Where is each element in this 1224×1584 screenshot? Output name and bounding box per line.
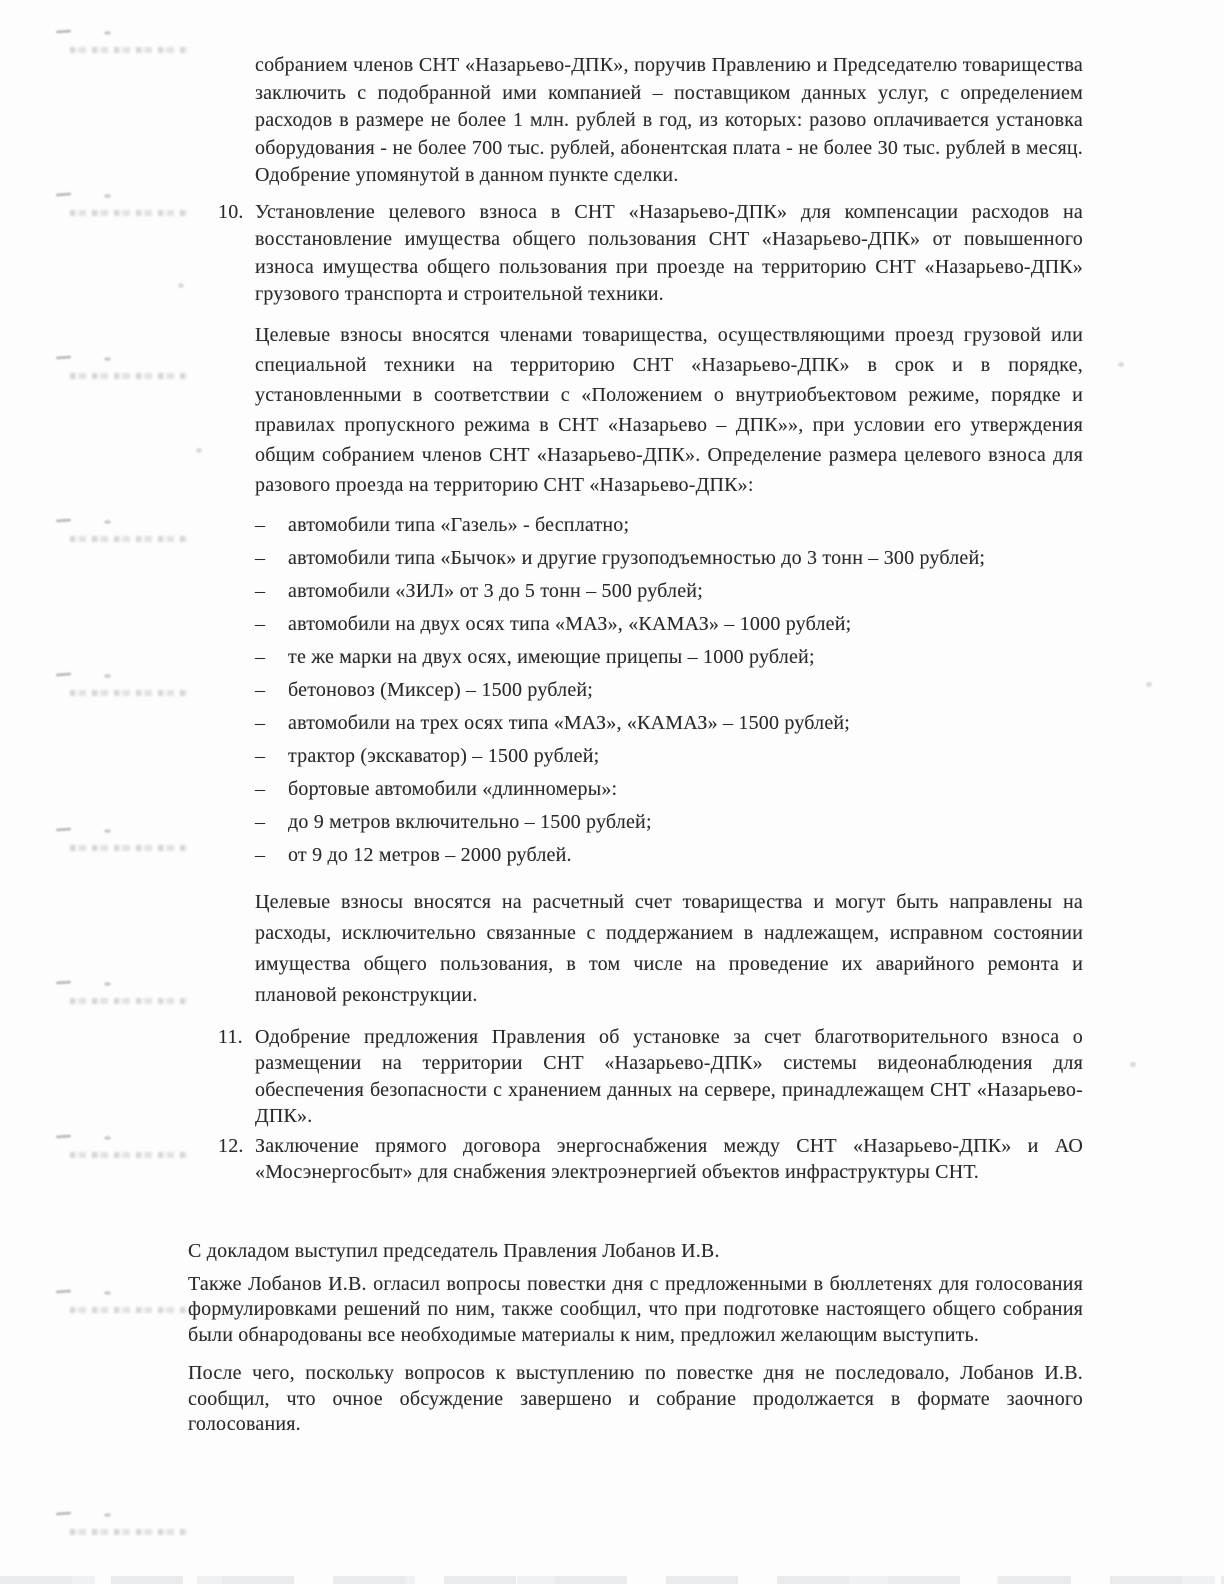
list-item-text: автомобили «ЗИЛ» от 3 до 5 тонн – 500 рублей;: [288, 579, 703, 602]
paragraph-agenda-announcement: Также Лобанов И.В. огласил вопросы повестки дня с предложенными в бюллетенях для голосования формулировками решений по ним, также сообщил, что при подготовке настоящего общего собрания были обнародованы все необходимые материалы к ним, предложил желающим выступить.: [188, 1272, 1083, 1346]
item-text: Установление целевого взноса в СНТ «Назарьево-ДПК» для компенсации расходов на восстановление имущества общего пользования СНТ «Назарьево-ДПК» от повышенного износа имущества общего пользования при проезде на территорию СНТ «Назарьево-ДПК» грузового транспорта и строительной техники.: [255, 200, 1083, 305]
list-item: [255, 515, 1083, 536]
list-item: [255, 614, 1083, 635]
item-text: Заключение прямого договора энергоснабжения между СНТ «Назарьево-ДПК» и АО «Мосэнергосбыт» для снабжения электроэнергией объектов инфраструктуры СНТ.: [255, 1134, 1083, 1183]
list-item: [255, 713, 1083, 734]
list-item: [255, 812, 1083, 833]
list-item: [255, 746, 1083, 767]
list-item-text: те же марки на двух осях, имеющие прицепы – 1000 рублей;: [288, 645, 815, 668]
dash-bullet: –: [255, 810, 266, 833]
list-item-text: автомобили на трех осях типа «МАЗ», «КАМАЗ» – 1500 рублей;: [288, 711, 851, 734]
list-item-text: от 9 до 12 метров – 2000 рублей.: [288, 843, 572, 866]
dash-bullet: –: [255, 645, 266, 668]
dash-bullet: –: [255, 579, 266, 602]
dash-bullet: –: [255, 777, 266, 800]
list-item: [255, 581, 1083, 602]
scan-edge-line: [0, 1576, 1224, 1584]
dash-bullet: –: [255, 612, 266, 635]
dash-bullet: –: [255, 678, 266, 701]
list-item: [255, 845, 1083, 866]
item-number: 10.: [218, 200, 244, 223]
dash-bullet: –: [255, 744, 266, 767]
item-text: Одобрение предложения Правления об установке за счет благотворительного взноса о размещении на территории СНТ «Назарьево-ДПК» системы видеонаблюдения для обеспечения безопасности с хранением данных на сервере, принадлежащем СНТ «Назарьево-ДПК».: [255, 1025, 1083, 1127]
paragraph-service-contract: собранием членов СНТ «Назарьево-ДПК», поручив Правлению и Председателю товарищества заключить с подобранной ими компанией – поставщиком данных услуг, с определением расходов в размере не более 1 млн. рублей в год, из которых: разово оплачивается установка оборудования - не более 700 тыс. рублей, абонентская плата - не более 30 тыс. рублей в месяц. Одобрение упомянутой в данном пункте сделки.: [255, 54, 1083, 186]
item-number: 11.: [218, 1025, 243, 1048]
paragraph-meeting-continuation: После чего, поскольку вопросов к выступлению по повестке дня не последовало, Лобанов И.В. сообщил, что очное обсуждение завершено и собрание продолжается в формате заочного голосования.: [188, 1362, 1083, 1435]
list-item-text: трактор (экскаватор) – 1500 рублей;: [288, 744, 600, 767]
paragraph-target-fee-usage: Целевые взносы вносятся на расчетный счет товарищества и могут быть направлены на расходы, исключительно связанные с поддержанием в надлежащем, исправном состоянии имущества общего пользования, в том числе на проведение их аварийного ремонта и плановой реконструкции.: [255, 890, 1083, 1006]
paragraph-target-fee-intro: Целевые взносы вносятся членами товарищества, осуществляющими проезд грузовой или специальной техники на территорию СНТ «Назарьево-ДПК» в срок и в порядке, установленными в соответствии с «Положением о внутриобъектовом режиме, порядке и правилах пропускного режима в СНТ «Назарьево – ДПК»», при условии его утверждения общим собранием членов СНТ «Назарьево-ДПК». Определение размера целевого взноса для разового проезда на территорию СНТ «Назарьево-ДПК»:: [255, 323, 1083, 496]
list-item: [255, 647, 1083, 668]
dash-bullet: –: [255, 513, 266, 536]
list-item-text: автомобили типа «Газель» - бесплатно;: [288, 513, 630, 536]
list-item-text: бортовые автомобили «длинномеры»:: [288, 777, 618, 800]
list-item: [255, 680, 1083, 701]
vehicle-fee-list: [255, 515, 1083, 866]
list-item-text: автомобили на двух осях типа «МАЗ», «КАМАЗ» – 1000 рублей;: [288, 612, 852, 635]
dash-bullet: –: [255, 711, 266, 734]
agenda-item-10: [218, 199, 1084, 309]
dash-bullet: –: [255, 843, 266, 866]
agenda-item-12: [218, 1133, 1084, 1186]
dash-bullet: –: [255, 546, 266, 569]
agenda-item-11: [218, 1024, 1084, 1130]
item-number: 12.: [218, 1134, 244, 1157]
list-item: [255, 548, 1083, 569]
list-item: [255, 779, 1083, 800]
paragraph-chairman-report: С докладом выступил председатель Правления Лобанов И.В.: [188, 1239, 720, 1262]
list-item-text: до 9 метров включительно – 1500 рублей;: [288, 810, 652, 833]
list-item-text: бетоновоз (Миксер) – 1500 рублей;: [288, 678, 594, 701]
scan-artifact: [104, 1513, 111, 1517]
list-item-text: автомобили типа «Бычок» и другие грузоподъемностью до 3 тонн – 300 рублей;: [288, 546, 986, 569]
scan-artifact: [56, 1511, 71, 1515]
scan-artifact: [70, 1529, 188, 1535]
